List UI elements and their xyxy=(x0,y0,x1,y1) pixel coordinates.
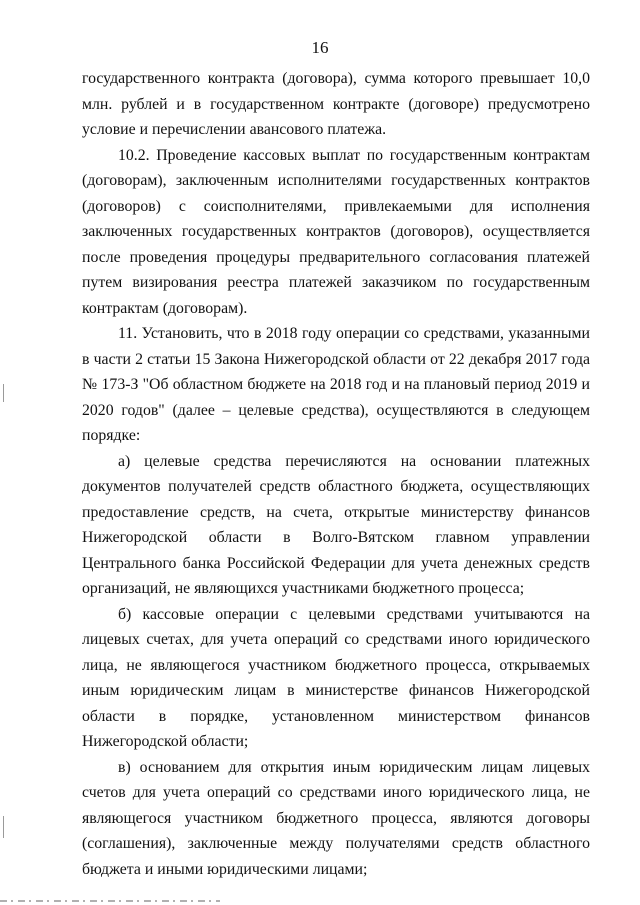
document-body xyxy=(82,66,590,882)
scan-edge-mark xyxy=(3,384,4,402)
paragraph-item-b: б) кассовые операции с целевыми средствами учитываются на лицевых счетах, для учета операций со средствами иного юридического лица, не являющегося участником бюджетного процесса, открываемых иным юридическим лицам в министерстве финансов Нижегородской области в порядке, установленном министерством финансов Нижегородской области; xyxy=(82,605,590,750)
scan-edge-mark xyxy=(3,816,4,838)
paragraph-10-2: 10.2. Проведение кассовых выплат по государственным контрактам (договорам), заключенным исполнителями государственных контрактов (договоров) с соисполнителями, привлекаемыми для исполнения заключенных государственных контрактов (договоров), осуществляется после проведения процедуры предварительного согласования платежей путем визирования реестра платежей заказчиком по государственным контрактам (договорам). xyxy=(82,146,590,317)
page-number: 16 xyxy=(311,38,329,57)
scan-bottom-artifact xyxy=(0,900,220,902)
paragraph-item-v: в) основанием для открытия иным юридическим лицам лицевых счетов для учета операций со средствами иного юридического лица, не являющегося участником бюджетного процесса, являются договоры (соглашения), заключенные между получателями средств областного бюджета и иными юридическими лицами; xyxy=(82,758,590,878)
paragraph-item-a: а) целевые средства перечисляются на основании платежных документов получателей средств областного бюджета, осуществляющих предоставление средств, на счета, открытые министерству финансов Нижегородской области в Волго-Вятском главном управлении Центрального банка Российской Федерации для учета денежных средств организаций, не являющихся участниками бюджетного процесса; xyxy=(82,452,590,597)
paragraph-11: 11. Установить, что в 2018 году операции со средствами, указанными в части 2 статьи 15 Закона Нижегородской области от 22 декабря 2017 года № 173-З "Об областном бюджете на 2018 год и на плановый период 2019 и 2020 годов" (далее – целевые средства), осуществляются в следующем порядке: xyxy=(82,325,590,444)
paragraph-contract-advance: государственного контракта (договора), сумма которого превышает 10,0 млн. рублей и в государственном контракте (договоре) предусмотрено условие и перечислении авансового платежа. xyxy=(82,70,590,138)
